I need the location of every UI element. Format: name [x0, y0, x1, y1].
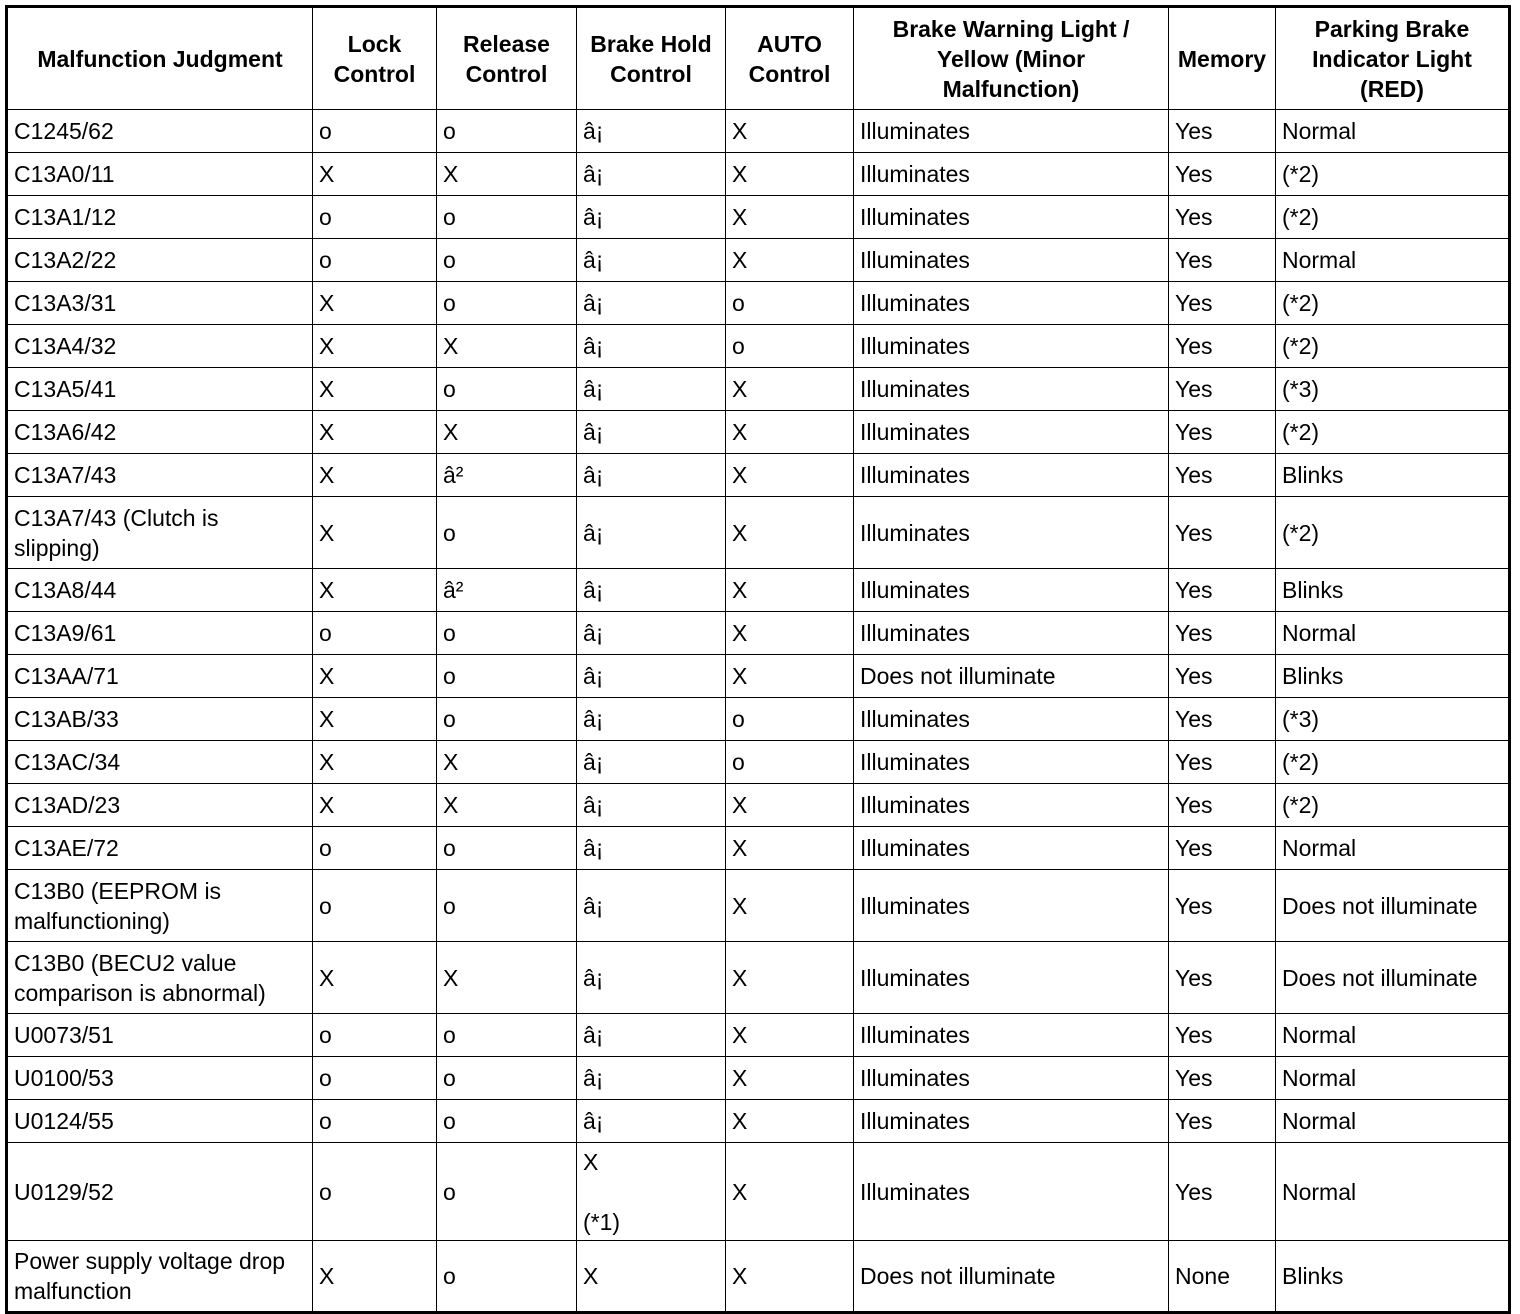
cell-parking-brake-indicator: (*3) — [1276, 368, 1510, 411]
table-row — [7, 497, 1510, 569]
cell-brake-hold-control: â¡ — [577, 870, 726, 942]
cell-brake-hold-control: â¡ — [577, 827, 726, 870]
cell-lock-control: o — [313, 870, 437, 942]
cell-release-control: o — [437, 827, 577, 870]
cell-malfunction-judgment: U0100/53 — [7, 1057, 313, 1100]
cell-malfunction-judgment: C13A8/44 — [7, 569, 313, 612]
cell-auto-control: X — [726, 827, 854, 870]
cell-auto-control: o — [726, 325, 854, 368]
cell-release-control: o — [437, 1014, 577, 1057]
cell-auto-control: X — [726, 942, 854, 1014]
cell-malfunction-judgment: U0073/51 — [7, 1014, 313, 1057]
cell-parking-brake-indicator: Blinks — [1276, 454, 1510, 497]
cell-brake-hold-control: â¡ — [577, 569, 726, 612]
cell-malfunction-judgment: U0124/55 — [7, 1100, 313, 1143]
cell-parking-brake-indicator: Does not illuminate — [1276, 870, 1510, 942]
cell-brake-warning-light: Illuminates — [854, 153, 1169, 196]
cell-brake-hold-control: â¡ — [577, 368, 726, 411]
table-row — [7, 655, 1510, 698]
cell-malfunction-judgment: U0129/52 — [7, 1143, 313, 1241]
cell-release-control: o — [437, 655, 577, 698]
table-row — [7, 1143, 1510, 1241]
cell-auto-control: X — [726, 612, 854, 655]
table-row — [7, 870, 1510, 942]
table-row — [7, 1057, 1510, 1100]
cell-parking-brake-indicator: Normal — [1276, 1057, 1510, 1100]
cell-memory: Yes — [1169, 454, 1276, 497]
cell-auto-control: X — [726, 411, 854, 454]
cell-parking-brake-indicator: (*2) — [1276, 153, 1510, 196]
cell-lock-control: o — [313, 110, 437, 153]
cell-memory: Yes — [1169, 1057, 1276, 1100]
cell-release-control: o — [437, 1057, 577, 1100]
cell-release-control: o — [437, 698, 577, 741]
table-row — [7, 612, 1510, 655]
cell-brake-warning-light: Illuminates — [854, 942, 1169, 1014]
cell-memory: Yes — [1169, 741, 1276, 784]
cell-lock-control: o — [313, 239, 437, 282]
cell-lock-control: o — [313, 1100, 437, 1143]
cell-parking-brake-indicator: (*2) — [1276, 282, 1510, 325]
cell-brake-hold-control: â¡ — [577, 1057, 726, 1100]
cell-release-control: X — [437, 784, 577, 827]
cell-parking-brake-indicator: Normal — [1276, 110, 1510, 153]
cell-memory: Yes — [1169, 698, 1276, 741]
cell-malfunction-judgment: C13A3/31 — [7, 282, 313, 325]
cell-parking-brake-indicator: Does not illuminate — [1276, 942, 1510, 1014]
table-row — [7, 1014, 1510, 1057]
cell-malfunction-judgment: C13A2/22 — [7, 239, 313, 282]
table-row — [7, 698, 1510, 741]
cell-brake-warning-light: Illuminates — [854, 784, 1169, 827]
table-row — [7, 325, 1510, 368]
table-row — [7, 153, 1510, 196]
cell-memory: Yes — [1169, 870, 1276, 942]
cell-lock-control: X — [313, 497, 437, 569]
col-header-malfunction-judgment: Malfunction Judgment — [7, 7, 313, 110]
table-row — [7, 1100, 1510, 1143]
cell-release-control: o — [437, 612, 577, 655]
cell-parking-brake-indicator: (*2) — [1276, 325, 1510, 368]
cell-brake-hold-control: â¡ — [577, 282, 726, 325]
cell-memory: Yes — [1169, 942, 1276, 1014]
col-header-brake-hold-control: Brake Hold Control — [577, 7, 726, 110]
cell-parking-brake-indicator: (*2) — [1276, 196, 1510, 239]
cell-lock-control: X — [313, 153, 437, 196]
cell-brake-warning-light: Illuminates — [854, 497, 1169, 569]
cell-malfunction-judgment: C13AD/23 — [7, 784, 313, 827]
table-row — [7, 1241, 1510, 1313]
table-row — [7, 827, 1510, 870]
cell-malfunction-judgment: C13A0/11 — [7, 153, 313, 196]
cell-lock-control: o — [313, 1057, 437, 1100]
cell-memory: None — [1169, 1241, 1276, 1313]
cell-brake-warning-light: Illuminates — [854, 411, 1169, 454]
cell-lock-control: X — [313, 1241, 437, 1313]
table-row — [7, 411, 1510, 454]
cell-memory: Yes — [1169, 784, 1276, 827]
cell-parking-brake-indicator: (*3) — [1276, 698, 1510, 741]
cell-brake-hold-control: X (*1) — [577, 1143, 726, 1241]
cell-parking-brake-indicator: Normal — [1276, 1143, 1510, 1241]
cell-brake-warning-light: Does not illuminate — [854, 655, 1169, 698]
header-row — [7, 7, 1510, 110]
malfunction-judgment-table — [5, 5, 1511, 1314]
col-header-memory: Memory — [1169, 7, 1276, 110]
cell-brake-hold-control: â¡ — [577, 942, 726, 1014]
cell-release-control: o — [437, 368, 577, 411]
cell-malfunction-judgment: C13AC/34 — [7, 741, 313, 784]
cell-malfunction-judgment: C13A4/32 — [7, 325, 313, 368]
cell-memory: Yes — [1169, 153, 1276, 196]
cell-brake-hold-control: â¡ — [577, 153, 726, 196]
cell-memory: Yes — [1169, 497, 1276, 569]
cell-brake-hold-control: â¡ — [577, 784, 726, 827]
cell-parking-brake-indicator: Normal — [1276, 827, 1510, 870]
table-row — [7, 454, 1510, 497]
cell-release-control: o — [437, 1143, 577, 1241]
cell-brake-warning-light: Illuminates — [854, 454, 1169, 497]
cell-memory: Yes — [1169, 368, 1276, 411]
cell-auto-control: X — [726, 1100, 854, 1143]
cell-brake-hold-control: â¡ — [577, 497, 726, 569]
table-row — [7, 282, 1510, 325]
cell-parking-brake-indicator: Normal — [1276, 239, 1510, 282]
cell-brake-hold-control: â¡ — [577, 1014, 726, 1057]
table-row — [7, 569, 1510, 612]
cell-memory: Yes — [1169, 655, 1276, 698]
cell-release-control: X — [437, 942, 577, 1014]
cell-auto-control: X — [726, 1057, 854, 1100]
cell-brake-hold-control: â¡ — [577, 325, 726, 368]
cell-auto-control: X — [726, 454, 854, 497]
cell-auto-control: X — [726, 153, 854, 196]
col-header-brake-warning-light: Brake Warning Light / Yellow (Minor Malfunction) — [854, 7, 1169, 110]
cell-auto-control: X — [726, 655, 854, 698]
table-row — [7, 110, 1510, 153]
cell-auto-control: o — [726, 698, 854, 741]
cell-auto-control: X — [726, 368, 854, 411]
cell-auto-control: X — [726, 1241, 854, 1313]
cell-brake-hold-control: â¡ — [577, 411, 726, 454]
cell-memory: Yes — [1169, 325, 1276, 368]
cell-parking-brake-indicator: (*2) — [1276, 497, 1510, 569]
cell-memory: Yes — [1169, 569, 1276, 612]
cell-lock-control: X — [313, 325, 437, 368]
cell-brake-hold-control: â¡ — [577, 239, 726, 282]
cell-brake-warning-light: Illuminates — [854, 1014, 1169, 1057]
cell-parking-brake-indicator: Blinks — [1276, 1241, 1510, 1313]
cell-lock-control: o — [313, 196, 437, 239]
cell-lock-control: X — [313, 942, 437, 1014]
cell-release-control: â² — [437, 454, 577, 497]
cell-memory: Yes — [1169, 827, 1276, 870]
cell-malfunction-judgment: C13A9/61 — [7, 612, 313, 655]
col-header-release-control: Release Control — [437, 7, 577, 110]
cell-brake-hold-control: â¡ — [577, 741, 726, 784]
cell-memory: Yes — [1169, 196, 1276, 239]
cell-brake-warning-light: Illuminates — [854, 239, 1169, 282]
cell-malfunction-judgment: Power supply voltage drop malfunction — [7, 1241, 313, 1313]
cell-memory: Yes — [1169, 1014, 1276, 1057]
cell-lock-control: X — [313, 784, 437, 827]
cell-memory: Yes — [1169, 282, 1276, 325]
table-row — [7, 239, 1510, 282]
cell-brake-warning-light: Illuminates — [854, 110, 1169, 153]
col-header-lock-control: Lock Control — [313, 7, 437, 110]
cell-parking-brake-indicator: (*2) — [1276, 741, 1510, 784]
table-row — [7, 942, 1510, 1014]
cell-auto-control: X — [726, 1143, 854, 1241]
cell-lock-control: o — [313, 1143, 437, 1241]
cell-release-control: o — [437, 1100, 577, 1143]
cell-lock-control: X — [313, 698, 437, 741]
cell-malfunction-judgment: C13A6/42 — [7, 411, 313, 454]
cell-brake-warning-light: Illuminates — [854, 196, 1169, 239]
cell-brake-warning-light: Illuminates — [854, 1143, 1169, 1241]
cell-brake-hold-control: â¡ — [577, 454, 726, 497]
table-body — [7, 110, 1510, 1313]
cell-auto-control: X — [726, 497, 854, 569]
cell-malfunction-judgment: C1245/62 — [7, 110, 313, 153]
table-row — [7, 784, 1510, 827]
cell-lock-control: X — [313, 368, 437, 411]
cell-memory: Yes — [1169, 411, 1276, 454]
col-header-parking-brake-indicator: Parking Brake Indicator Light (RED) — [1276, 7, 1510, 110]
cell-memory: Yes — [1169, 1100, 1276, 1143]
cell-brake-hold-control: â¡ — [577, 1100, 726, 1143]
cell-parking-brake-indicator: (*2) — [1276, 784, 1510, 827]
cell-auto-control: X — [726, 784, 854, 827]
cell-brake-warning-light: Illuminates — [854, 870, 1169, 942]
cell-brake-warning-light: Illuminates — [854, 827, 1169, 870]
cell-release-control: o — [437, 870, 577, 942]
cell-lock-control: X — [313, 411, 437, 454]
cell-release-control: o — [437, 110, 577, 153]
cell-brake-hold-control: â¡ — [577, 196, 726, 239]
cell-brake-hold-control: X — [577, 1241, 726, 1313]
cell-parking-brake-indicator: Normal — [1276, 1014, 1510, 1057]
cell-brake-hold-control: â¡ — [577, 698, 726, 741]
cell-release-control: o — [437, 497, 577, 569]
cell-memory: Yes — [1169, 110, 1276, 153]
cell-auto-control: X — [726, 569, 854, 612]
cell-auto-control: X — [726, 239, 854, 282]
cell-brake-hold-control: â¡ — [577, 612, 726, 655]
cell-brake-warning-light: Illuminates — [854, 1100, 1169, 1143]
cell-parking-brake-indicator: Blinks — [1276, 569, 1510, 612]
cell-parking-brake-indicator: Normal — [1276, 1100, 1510, 1143]
table-row — [7, 368, 1510, 411]
cell-memory: Yes — [1169, 239, 1276, 282]
cell-malfunction-judgment: C13AE/72 — [7, 827, 313, 870]
cell-lock-control: X — [313, 282, 437, 325]
cell-brake-warning-light: Illuminates — [854, 741, 1169, 784]
cell-lock-control: o — [313, 827, 437, 870]
cell-release-control: o — [437, 1241, 577, 1313]
cell-parking-brake-indicator: Normal — [1276, 612, 1510, 655]
cell-release-control: o — [437, 239, 577, 282]
cell-release-control: o — [437, 196, 577, 239]
cell-brake-hold-control: â¡ — [577, 110, 726, 153]
cell-lock-control: o — [313, 1014, 437, 1057]
cell-brake-hold-control: â¡ — [577, 655, 726, 698]
cell-release-control: X — [437, 411, 577, 454]
cell-malfunction-judgment: C13B0 (EEPROM is malfunctioning) — [7, 870, 313, 942]
cell-auto-control: o — [726, 741, 854, 784]
cell-auto-control: X — [726, 1014, 854, 1057]
cell-brake-warning-light: Illuminates — [854, 612, 1169, 655]
cell-brake-warning-light: Does not illuminate — [854, 1241, 1169, 1313]
cell-lock-control: X — [313, 569, 437, 612]
cell-lock-control: X — [313, 454, 437, 497]
cell-malfunction-judgment: C13A1/12 — [7, 196, 313, 239]
cell-malfunction-judgment: C13AB/33 — [7, 698, 313, 741]
cell-malfunction-judgment: C13AA/71 — [7, 655, 313, 698]
cell-release-control: X — [437, 325, 577, 368]
cell-brake-warning-light: Illuminates — [854, 1057, 1169, 1100]
cell-parking-brake-indicator: (*2) — [1276, 411, 1510, 454]
cell-brake-warning-light: Illuminates — [854, 282, 1169, 325]
cell-malfunction-judgment: C13A7/43 (Clutch is slipping) — [7, 497, 313, 569]
cell-release-control: X — [437, 741, 577, 784]
table-row — [7, 741, 1510, 784]
cell-auto-control: X — [726, 110, 854, 153]
table-row — [7, 196, 1510, 239]
cell-lock-control: o — [313, 612, 437, 655]
cell-brake-warning-light: Illuminates — [854, 325, 1169, 368]
cell-malfunction-judgment: C13B0 (BECU2 value comparison is abnormal) — [7, 942, 313, 1014]
cell-release-control: â² — [437, 569, 577, 612]
cell-malfunction-judgment: C13A7/43 — [7, 454, 313, 497]
cell-auto-control: X — [726, 870, 854, 942]
cell-auto-control: X — [726, 196, 854, 239]
cell-memory: Yes — [1169, 1143, 1276, 1241]
cell-brake-warning-light: Illuminates — [854, 698, 1169, 741]
cell-malfunction-judgment: C13A5/41 — [7, 368, 313, 411]
cell-lock-control: X — [313, 655, 437, 698]
cell-auto-control: o — [726, 282, 854, 325]
cell-parking-brake-indicator: Blinks — [1276, 655, 1510, 698]
cell-memory: Yes — [1169, 612, 1276, 655]
cell-release-control: o — [437, 282, 577, 325]
col-header-auto-control: AUTO Control — [726, 7, 854, 110]
cell-release-control: X — [437, 153, 577, 196]
cell-brake-warning-light: Illuminates — [854, 569, 1169, 612]
cell-lock-control: X — [313, 741, 437, 784]
cell-brake-warning-light: Illuminates — [854, 368, 1169, 411]
